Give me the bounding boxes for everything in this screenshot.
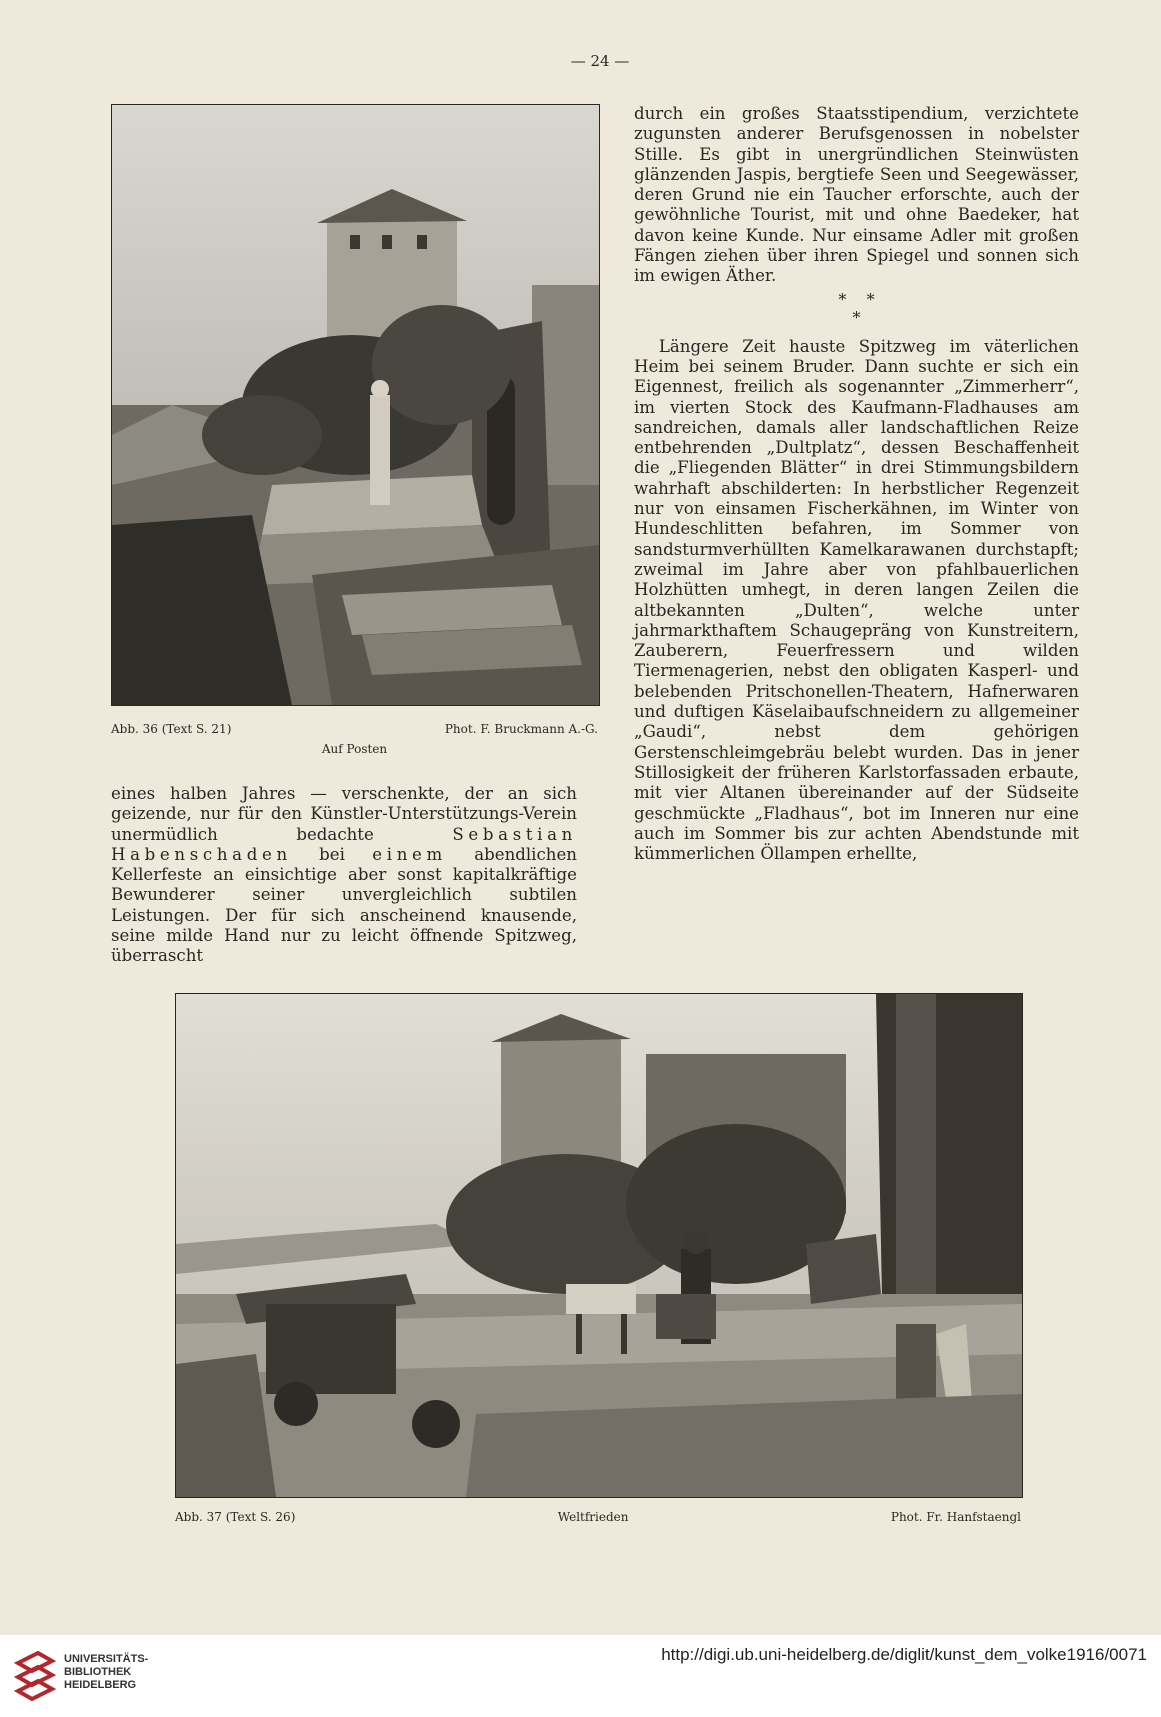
asterism-separator — [634, 291, 1079, 327]
page-number: — 24 — — [570, 52, 630, 70]
left-column-text-c: abendlichen Kellerfeste an einsichtige aber sonst kapitalkräftige Bewunderer seiner unvergleichlich subtilen Leistungen. Der für sich anscheinend knausende, seine milde Hand nur zu leicht öffnende Spitzweg, überrascht — [111, 844, 577, 966]
asterism-bottom: * — [852, 307, 861, 327]
painting-auf-posten — [112, 105, 599, 705]
library-name-line-1: UNIVERSITÄTS- — [64, 1653, 149, 1665]
figure-auf-posten-caption — [111, 722, 598, 736]
asterism-top: * * — [838, 289, 875, 309]
left-column-text-bei: bei — [319, 844, 345, 864]
right-column-paragraph-2: Längere Zeit hauste Spitzweg im väterlichen Heim bei seinem Bruder. Dann suchte er sich ein Eigennest, freilich als sogenannter „Zimmerherr“, im vierten Stock des Kaufmann-Fladhauses am sandreichen, damals aller landschaftlichen Reize entbehrenden „Dultplatz“, dessen Beschaffenheit die „Fliegenden Blätter“ in drei Stimmungsbildern wahrhaft abschilderten: In herbstlicher Regenzeit nur von einsamen Fischerkähnen, im Winter von Hundeschlitten befahren, im Sommer von sandsturmverhüllten Kamelkarawanen durchstapft; zweimal im Jahre aber von pfahlbauerlichen Holzhütten umhegt, in deren langen Zeilen die altbekannten „Dulten“, welche unter jahrmarkthaftem Schaugepräng von Kunstreitern, Zauberern, Feuerfressern und wilden Tiermenagerien, nebst den obligaten Kasperl- und belebenden Pritschonellen-Theatern, Hafnerwaren und duftigen Käselaibaufschneidern zu allgemeiner „Gaudi“, nebst dem gehörigen Gerstenschleimgebräu belebt wurden. Das in jener Stillosigkeit der früheren Karlstorfassaden erbaute, mit vier Altanen übereinander auf der Südseite geschmückte „Fladhaus“, bot im Inneren nur eine auch im Sommer bis zur achten Abendstunde mit kümmerlichen Öllampen erhellte, — [634, 336, 1079, 864]
figure-auf-posten-title: Auf Posten — [321, 742, 388, 756]
right-column-paragraph-1: durch ein großes Staatsstipendium, verzichtete zugunsten anderer Berufsgenossen in nobelster Stille. Es gibt in unergründlichen Steinwüsten glänzenden Jaspis, bergtiefe Seen und Seegewässer, deren Grund nie ein Taucher erforschte, auch der gewöhnliche Tourist, mit und ohne Baedeker, hat davon keine Kunde. Nur einsame Adler mit großen Fängen ziehen über ihren Spiegel und sonnen sich im ewigen Äther. — [634, 104, 1079, 286]
library-name-line-3: HEIDELBERG — [64, 1679, 137, 1691]
name-sebastian-habenschaden: Sebastian Habenschaden — [111, 824, 578, 864]
university-library-logo-icon — [12, 1647, 58, 1707]
library-name-line-2: BIBLIOTHEK — [64, 1666, 132, 1678]
left-column-text-a: eines halben Jahres — verschenkte, der an sich geizende, nur für den Künstler-Unterstützungs-Verein unermüdlich bedachte — [111, 784, 577, 844]
left-column-paragraph — [111, 784, 577, 967]
caption-photo-credit-hanfstaengl: Phot. Fr. Hanfstaengl — [890, 1510, 1021, 1524]
figure-weltfrieden — [175, 993, 1023, 1498]
painting-weltfrieden — [176, 994, 1022, 1497]
left-column-text — [111, 784, 577, 967]
figure-weltfrieden-caption — [175, 1510, 1021, 1524]
library-name — [64, 1653, 148, 1692]
caption-abb-37: Abb. 37 (Text S. 26) — [175, 1510, 296, 1524]
caption-abb-36: Abb. 36 (Text S. 21) — [111, 722, 232, 736]
footer-bar — [0, 1635, 1161, 1717]
caption-weltfrieden-title: Weltfrieden — [557, 1510, 629, 1524]
source-url-link[interactable]: http://digi.ub.uni-heidelberg.de/diglit/kunst_dem_volke1916/0071 — [661, 1645, 1147, 1664]
figure-auf-posten — [111, 104, 600, 706]
right-column-text — [634, 104, 1079, 864]
caption-photo-credit-bruckmann: Phot. F. Bruckmann A.-G. — [444, 722, 598, 736]
spaced-word-einem: einem — [372, 844, 447, 864]
